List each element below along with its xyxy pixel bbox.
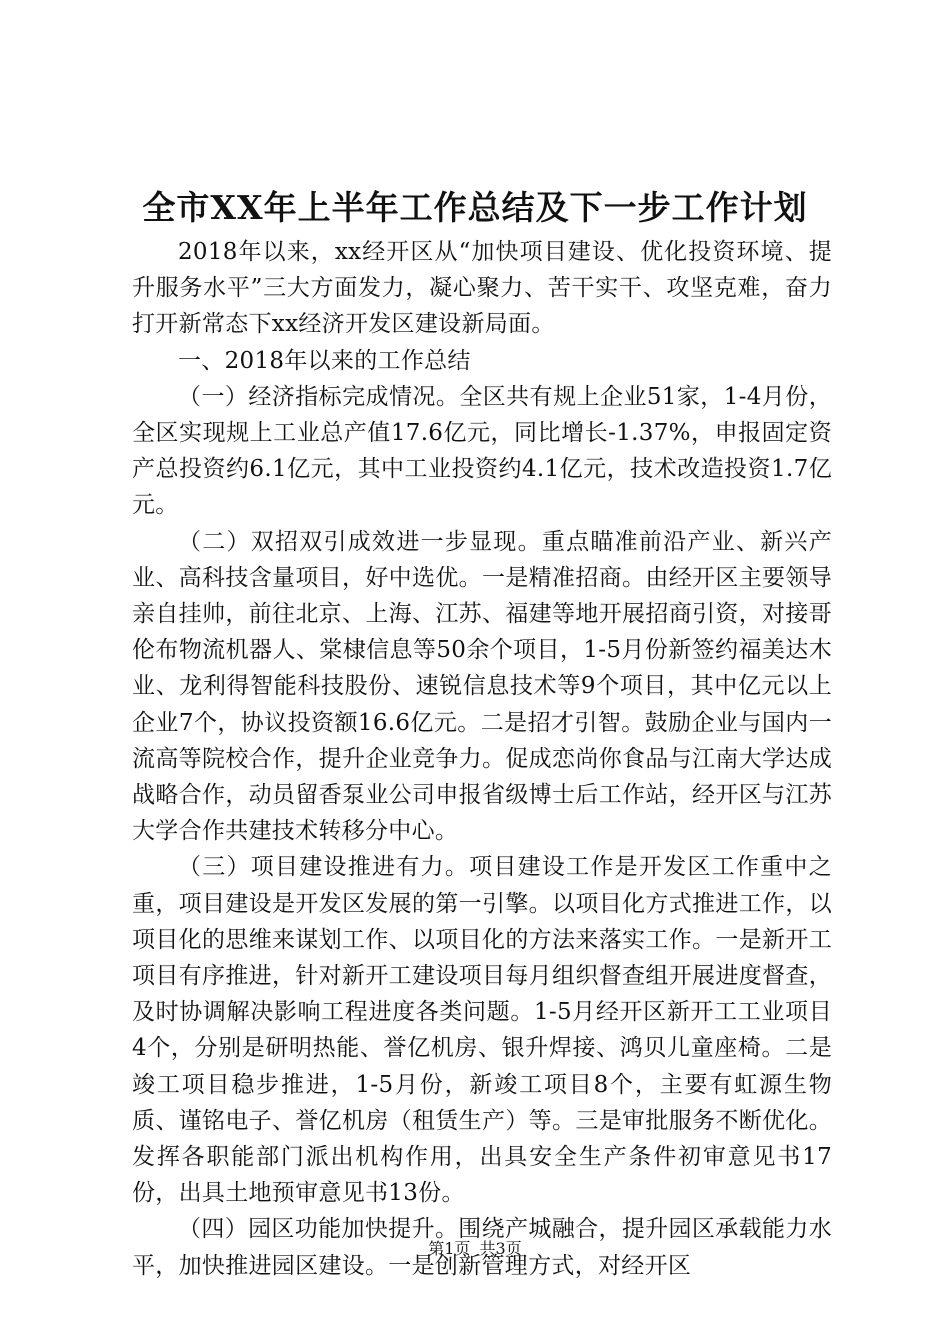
paragraph-intro: 2018年以来，xx经开区从“加快项目建设、优化投资环境、提升服务水平”三大方面发力，凝心聚力、苦干实干、攻坚克难，奋力打开新常态下xx经济开发区建设新局面。 (132, 239, 832, 338)
page-total: 共3页 (479, 1239, 522, 1258)
page-footer (0, 1238, 950, 1260)
page-number: 第1页 (428, 1239, 471, 1258)
document-body (132, 234, 832, 1284)
paragraph-park-function: （四）园区功能加快提升。围绕产城融合，提升园区承载能力水平，加快推进园区建设。一是创新管理方式，对经开区 (132, 1216, 832, 1279)
paragraph-economic-indicators: （一）经济指标完成情况。全区共有规上企业51家，1-4月份，全区实现规上工业总产值17.6亿元，同比增长-1.37%，申报固定资产总投资约6.1亿元，其中工业投资约4.1亿元，技术改造投资1.7亿元。 (132, 383, 832, 519)
paragraph-project-construction: （三）项目建设推进有力。项目建设工作是开发区工作重中之重，项目建设是开发区发展的第一引擎。以项目化方式推进工作，以项目化的思维来谋划工作、以项目化的方法来落实工作。一是新开工项目有序推进，针对新开工建设项目每月组织督查组开展进度督查，及时协调解决影响工程进度各类问题。1-5月经开区新开工工业项目4个，分别是研明热能、誉亿机房、银升焊接、鸿贝儿童座椅。二是竣工项目稳步推进，1-5月份，新竣工项目8个，主要有虹源生物质、谨铭电子、誉亿机房（租赁生产）等。三是审批服务不断优化。发挥各职能部门派出机构作用，出具安全生产条件初审意见书17份，出具土地预审意见书13份。 (132, 854, 832, 1207)
section-heading-summary: 一、2018年以来的工作总结 (178, 347, 471, 374)
paragraph-investment-talent: （二）双招双引成效进一步显现。重点瞄准前沿产业、新兴产业、高科技含量项目，好中选优。一是精准招商。由经开区主要领导亲自挂帅，前往北京、上海、江苏、福建等地开展招商引资，对接哥伦布物流机器人、棠棣信息等50余个项目，1-5月份新签约福美达木业、龙利得智能科技股份、速锐信息技术等9个项目，其中亿元以上企业7个，协议投资额16.6亿元。二是招才引智。鼓励企业与国内一流高等院校合作，提升企业竞争力。促成恋尚你食品与江南大学达成战略合作，动员留香泵业公司申报省级博士后工作站，经开区与江苏大学合作共建技术转移分中心。 (132, 528, 832, 845)
document-title: 全市XX年上半年工作总结及下一步工作计划 (142, 188, 808, 227)
